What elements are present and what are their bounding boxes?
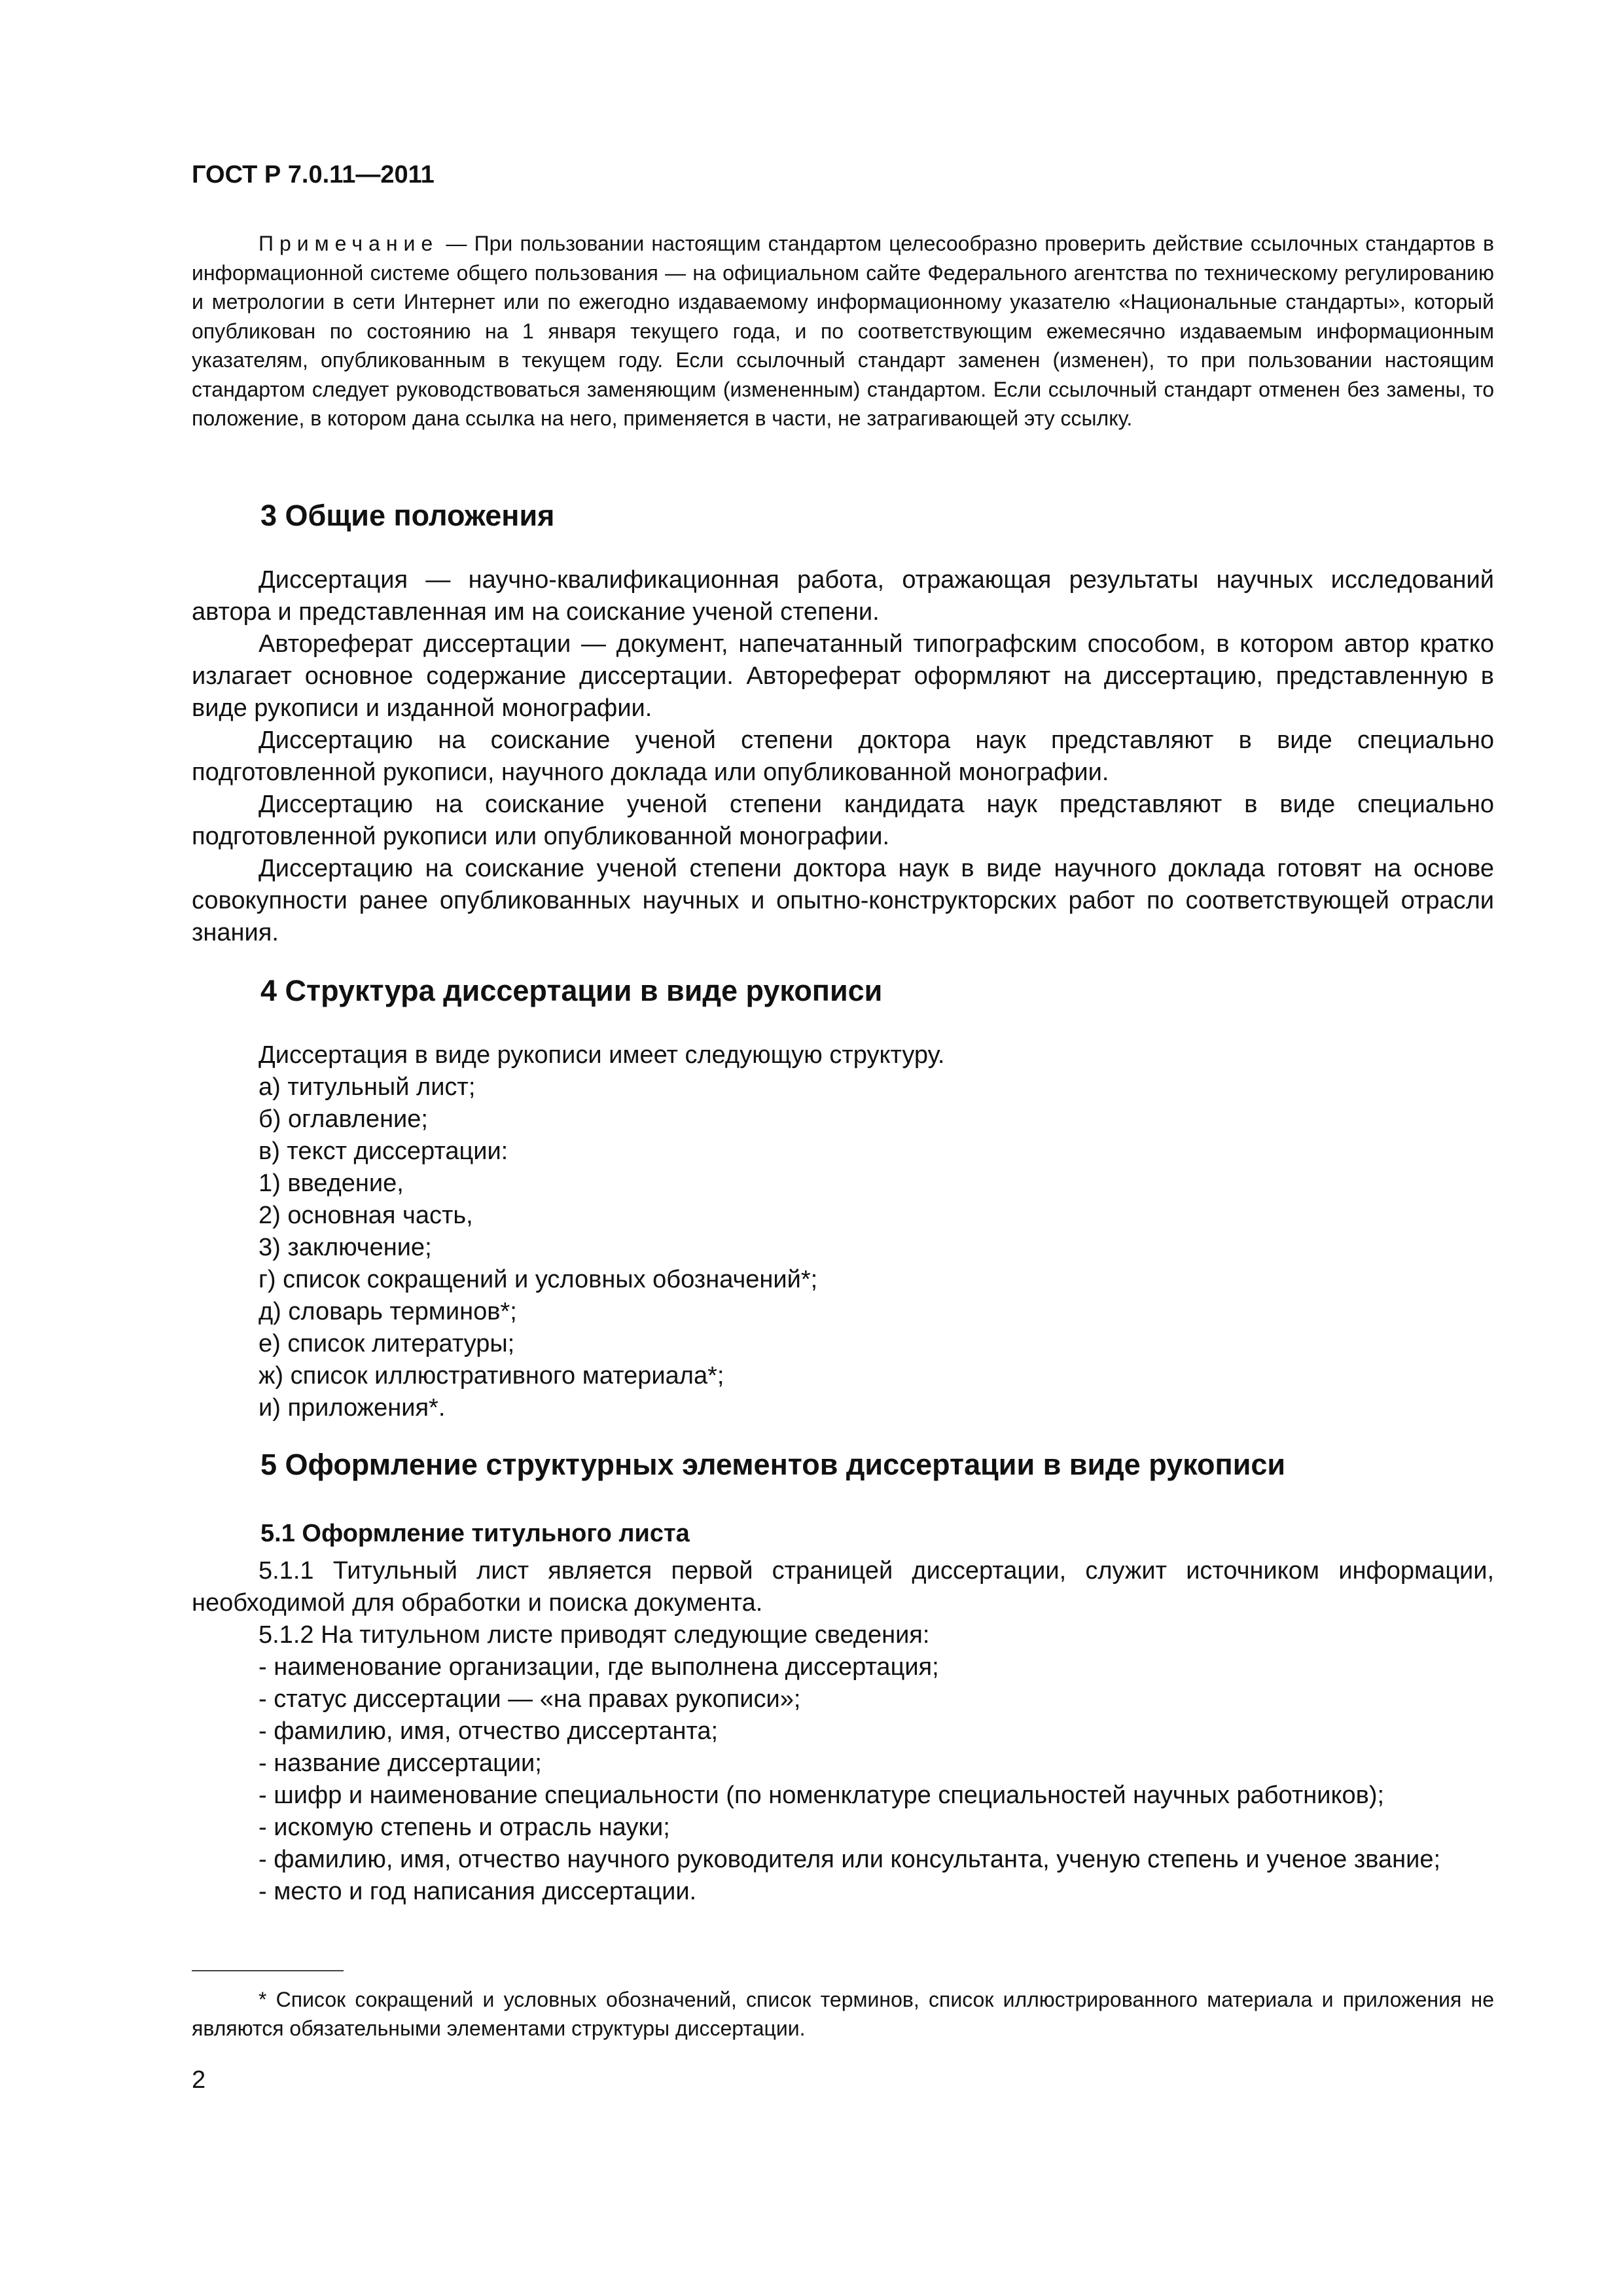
subsection-5-1-heading: 5.1 Оформление титульного листа xyxy=(260,1520,690,1547)
section-3-heading: 3 Общие положения xyxy=(260,499,555,532)
list-item: - статус диссертации — «на правах рукописи»; xyxy=(259,1685,801,1713)
paragraph-5-1-1: 5.1.1 Титульный лист является первой страницей диссертации, служит источником информации, необходимой для обработки и поиска документа. xyxy=(192,1557,1494,1617)
section-5-body xyxy=(192,1555,1494,1908)
list-item: - шифр и наименование специальности (по номенклатуре специальностей научных работников); xyxy=(259,1782,1385,1809)
list-item: 2) основная часть, xyxy=(259,1202,473,1229)
list-item: - место и год написания диссертации. xyxy=(259,1878,697,1905)
paragraph: Автореферат диссертации — документ, напечатанный типографским способом, в котором автор кратко излагает основное содержание диссертации. Автореферат оформляют на диссертацию, представленную в виде рукописи и изданной монографии. xyxy=(192,630,1494,722)
footnote-text: * Список сокращений и условных обозначений, список терминов, список иллюстрированного материала и приложения не являются обязательными элементами структуры диссертации. xyxy=(192,1988,1494,2040)
list-item: ж) список иллюстративного материала*; xyxy=(259,1362,724,1390)
list-item: в) текст диссертации: xyxy=(259,1138,508,1165)
list-item: - фамилию, имя, отчество научного руководителя или консультанта, ученую степень и ученое звание; xyxy=(259,1846,1441,1873)
list-item: д) словарь терминов*; xyxy=(259,1298,517,1325)
list-item: - наименование организации, где выполнена диссертация; xyxy=(259,1653,939,1681)
note-text: — При пользовании настоящим стандартом целесообразно проверить действие ссылочных стандартов в информационной системе общего пользования — на официальном сайте Федерального агентства по техническому регулированию и метрологии в сети Интернет или по ежегодно издаваемому информационному указателю «Национальные стандарты», который опубликован по состоянию на 1 января текущего года, и по соответствующим ежемесячно издаваемым информационным указателям, опубликованным в текущем году. Если ссылочный стандарт заменен (изменен), то при пользовании настоящим стандартом следует руководствоваться заменяющим (измененным) стандартом. Если ссылочный стандарт отменен без замены, то положение, в котором дана ссылка на него, применяется в части, не затрагивающей эту ссылку. xyxy=(192,232,1494,430)
paragraph: Диссертацию на соискание ученой степени доктора наук представляют в виде специально подготовленной рукописи, научного доклада или опубликованной монографии. xyxy=(192,726,1494,786)
list-item: 3) заключение; xyxy=(259,1234,432,1261)
document-header: ГОСТ Р 7.0.11—2011 xyxy=(192,161,435,188)
section-4-heading: 4 Структура диссертации в виде рукописи xyxy=(260,974,883,1007)
intro-line: Диссертация в виде рукописи имеет следующую структуру. xyxy=(259,1041,945,1069)
footnote xyxy=(192,1985,1494,2043)
list-item: е) список литературы; xyxy=(259,1330,515,1357)
footnote-divider xyxy=(192,1970,344,1971)
page-number: 2 xyxy=(192,2066,206,2094)
list-item: - название диссертации; xyxy=(259,1749,542,1777)
section-5-heading: 5 Оформление структурных элементов диссертации в виде рукописи xyxy=(260,1448,1286,1481)
list-item: - искомую степень и отрасль науки; xyxy=(259,1814,670,1841)
paragraph: Диссертацию на соискание ученой степени доктора наук в виде научного доклада готовят на основе совокупности ранее опубликованных научных и опытно-конструкторских работ по соответствующей отрасли знания. xyxy=(192,855,1494,946)
paragraph: Диссертация — научно-квалификационная работа, отражающая результаты научных исследований автора и представленная им на соискание ученой степени. xyxy=(192,566,1494,626)
list-item: г) список сокращений и условных обозначений*; xyxy=(259,1266,818,1293)
list-item: - фамилию, имя, отчество диссертанта; xyxy=(259,1717,719,1745)
list-item: 1) введение, xyxy=(259,1170,404,1197)
list-item: и) приложения*. xyxy=(259,1394,446,1422)
section-4-body xyxy=(192,1039,1494,1424)
paragraph-5-1-2: 5.1.2 На титульном листе приводят следующие сведения: xyxy=(259,1621,930,1649)
paragraph: Диссертацию на соискание ученой степени кандидата наук представляют в виде специально подготовленной рукописи или опубликованной монографии. xyxy=(192,791,1494,850)
list-item: а) титульный лист; xyxy=(259,1073,476,1101)
note-block xyxy=(192,229,1494,433)
section-3-body xyxy=(192,564,1494,949)
list-item: б) оглавление; xyxy=(259,1105,428,1133)
note-label: Примечание xyxy=(259,232,439,255)
note-paragraph xyxy=(192,229,1494,433)
